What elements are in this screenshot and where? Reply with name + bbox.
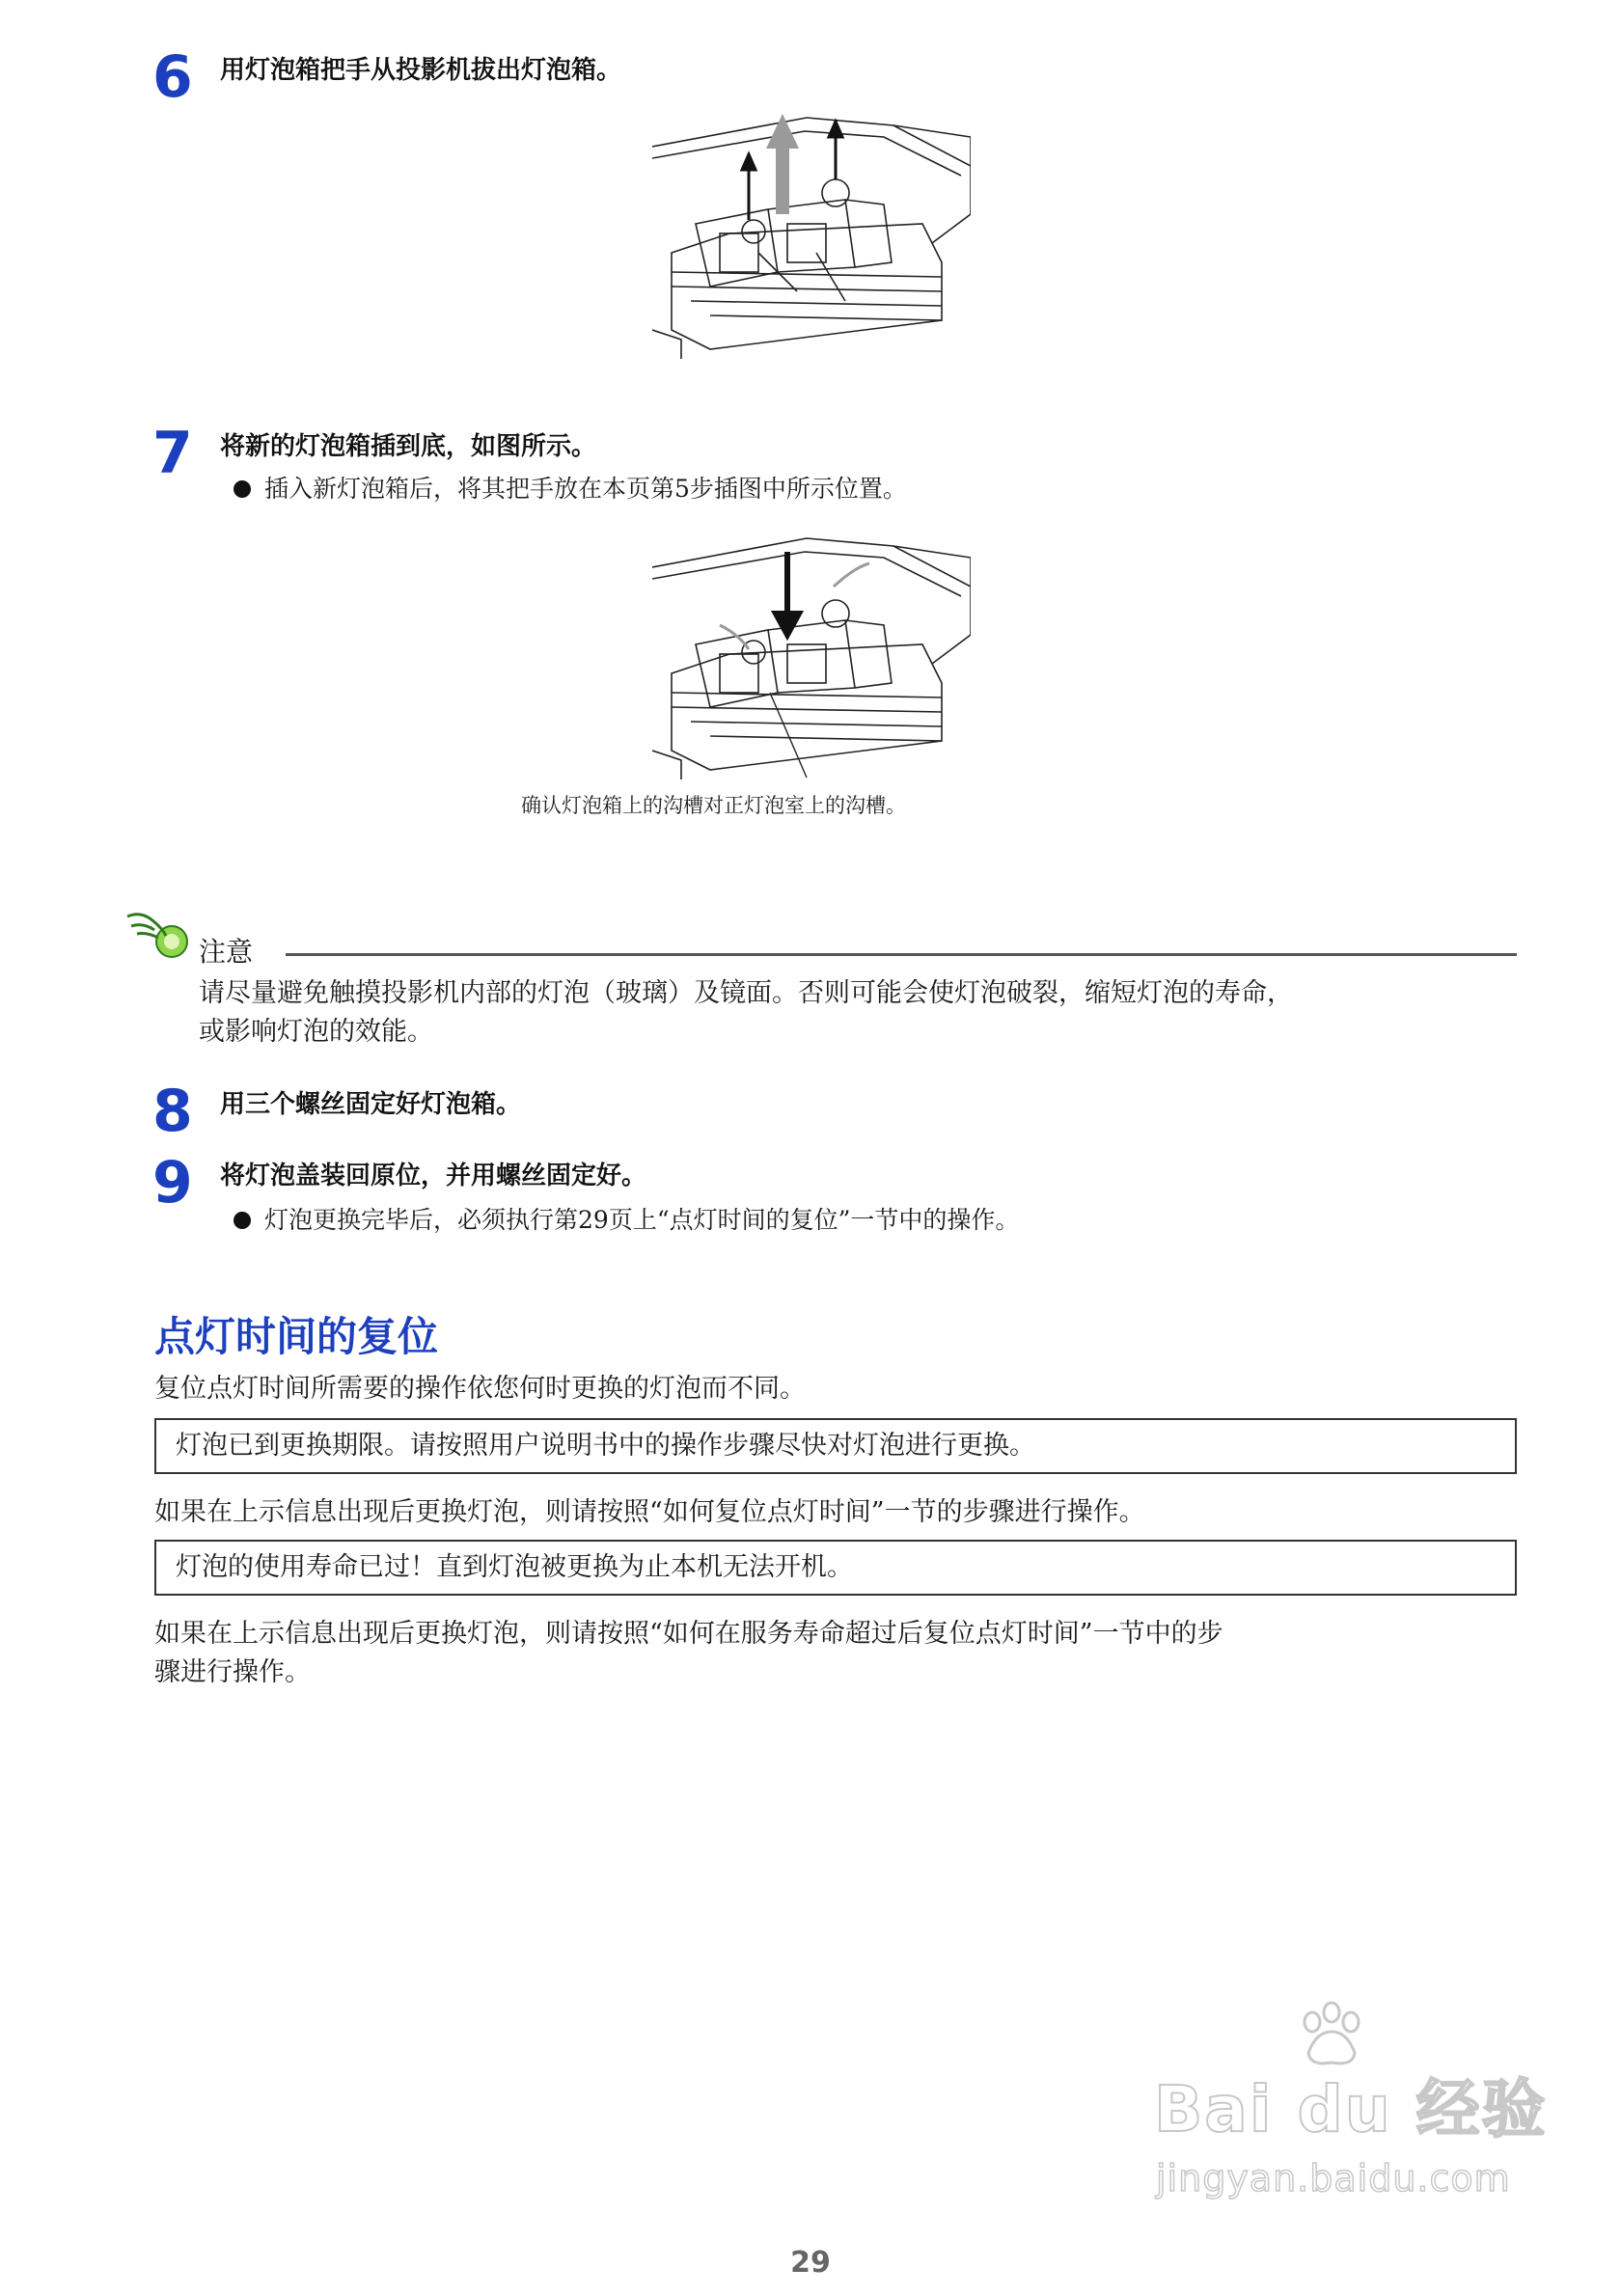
note-label: 注意 [199,936,254,968]
step-7-bullet-text: 插入新灯泡箱后，将其把手放在本页第5步插图中所示位置。 [264,475,907,503]
section-after-box-2-line-2: 骤进行操作。 [154,1657,311,1687]
paw-icon [1293,1997,1370,2074]
note-text-line-2: 或影响灯泡的效能。 [199,1017,433,1047]
note-hand-icon [124,907,197,965]
section-intro: 复位点灯时间所需要的操作依您何时更换的灯泡而不同。 [154,1374,806,1404]
section-after-box-1: 如果在上示信息出现后更换灯泡，则请按照“如何复位点灯时间”一节的步骤进行操作。 [154,1497,1145,1527]
section-title: 点灯时间的复位 [154,1313,439,1360]
step-7-number: 7 [152,420,193,487]
step-8-number: 8 [152,1078,193,1145]
figure-remove-lamp-unit [652,108,971,359]
section-after-box-2-line-1: 如果在上示信息出现后更换灯泡，则请按照“如何在服务寿命超过后复位点灯时间”一节中的步 [154,1619,1223,1649]
note-divider [286,953,1517,956]
step-9-title: 将灯泡盖装回原位，并用螺丝固定好。 [220,1162,647,1190]
step-9-bullet-text: 灯泡更换完毕后，必须执行第29页上“点灯时间的复位”一节中的操作。 [264,1206,1020,1234]
figure-insert-lamp-unit [652,529,971,779]
message-box-lamp-life-exceeded: 灯泡的使用寿命已过！直到灯泡被更换为止本机无法开机。 [154,1540,1517,1596]
note-text-line-1: 请尽量避免触摸投影机内部的灯泡（玻璃）及镜面。否则可能会使灯泡破裂，缩短灯泡的寿命， [199,978,1293,1008]
bullet-dot [234,1212,251,1229]
figure-7-caption: 确认灯泡箱上的沟槽对正灯泡室上的沟槽。 [521,794,906,817]
bullet-dot [234,480,251,498]
step-9-number: 9 [152,1149,193,1216]
step-7-bullet [234,473,907,506]
watermark-url: jingyan.baidu.com [1156,2157,1511,2200]
step-6-title: 用灯泡箱把手从投影机拔出灯泡箱。 [220,56,622,85]
step-7-title: 将新的灯泡箱插到底，如图所示。 [220,432,597,461]
watermark-logo-text: Bai du 经验 [1154,2072,1548,2146]
step-9-bullet [234,1204,1019,1237]
message-box-lamp-replace-due: 灯泡已到更换期限。请按照用户说明书中的操作步骤尽快对灯泡进行更换。 [154,1418,1517,1474]
step-6-number: 6 [152,43,193,111]
page-number: 29 [790,2246,831,2280]
step-8-title: 用三个螺丝固定好灯泡箱。 [220,1090,522,1119]
